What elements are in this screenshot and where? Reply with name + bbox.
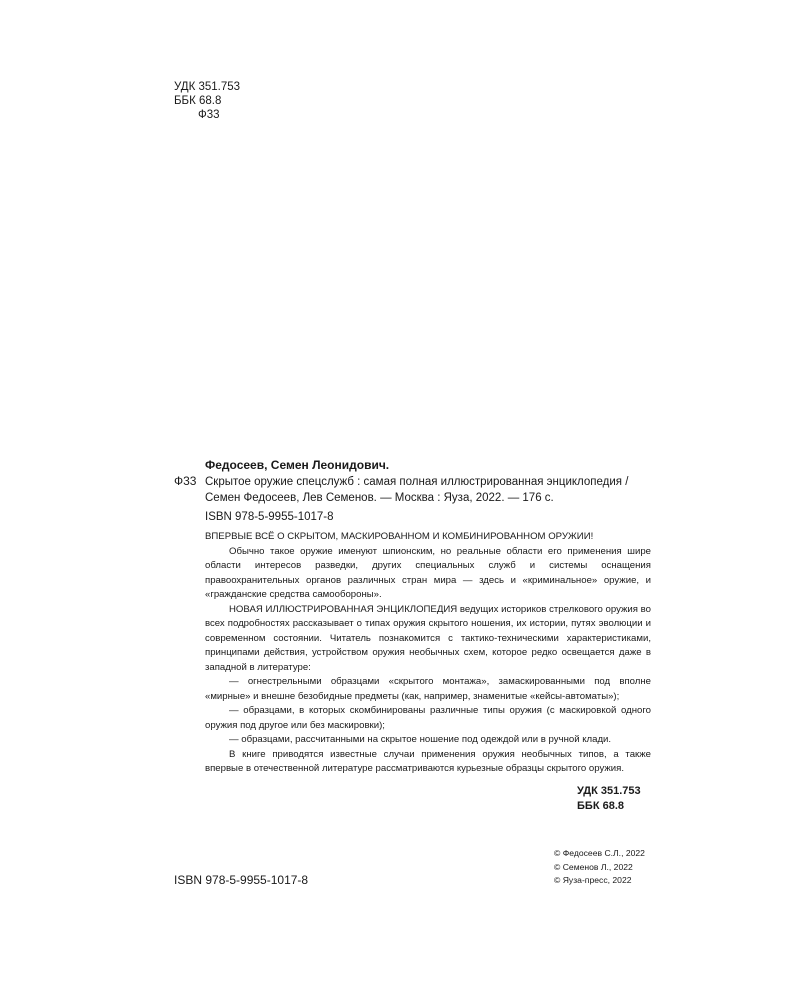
record-author-sign: Ф33	[174, 474, 197, 488]
udk-code-bottom: УДК 351.753	[577, 785, 641, 797]
bbk-code: ББК 68.8	[174, 95, 222, 107]
title-line-2: Семен Федосеев, Лев Семенов. — Москва : Яуза, 2022. — 176 с.	[205, 492, 554, 504]
annotation	[205, 530, 651, 777]
annotation-list-item: — образцами, рассчитанными на скрытое ношение под одеждой или в ручной клади.	[229, 734, 612, 745]
copyright-notices	[554, 847, 645, 888]
isbn-record: ISBN 978-5-9955-1017-8	[205, 511, 334, 523]
classification-footer	[577, 784, 641, 814]
author-heading: Федосеев, Семен Леонидович.	[205, 458, 390, 472]
classification-header	[174, 80, 240, 122]
annotation-list-item: — огнестрельными образцами «скрытого монтажа», замаскированными под вполне «мирные» и внешне безобидные предметы (как, например, знаменитые «кейсы-автоматы»);	[205, 676, 651, 702]
annotation-paragraph: НОВАЯ ИЛЛЮСТРИРОВАННАЯ ЭНЦИКЛОПЕДИЯ ведущих историков стрелкового оружия во всех подробностях рассказывает о типах оружия скрытого ношения, их истории, путях эволюции и современном состоянии. Читатель познакомится с тактико-техническими характеристиками, принципами действия, устройством оружия необычных схем, которое редко освещается даже в западной в литературе:	[205, 603, 651, 673]
bbk-code-bottom: ББК 68.8	[577, 800, 624, 812]
udk-code: УДК 351.753	[174, 81, 241, 93]
title-line-1: Скрытое оружие спецслужб : самая полная иллюстрированная энциклопедия /	[205, 476, 629, 488]
copyright-line: © Федосеев С.Л., 2022	[554, 848, 645, 858]
isbn-footer: ISBN 978-5-9955-1017-8	[174, 873, 309, 887]
copyright-line: © Яуза-пресс, 2022	[554, 875, 632, 885]
copyright-line: © Семенов Л., 2022	[554, 861, 633, 872]
bibliographic-title	[205, 474, 655, 506]
annotation-headline: ВПЕРВЫЕ ВСЁ О СКРЫТОМ, МАСКИРОВАННОМ И КОМБИНИРОВАННОМ ОРУЖИИ!	[205, 531, 594, 542]
annotation-paragraph: В книге приводятся известные случаи применения оружия необычных типов, а также впервые в отечественной литературе рассматриваются курьезные образцы скрытого оружия.	[205, 748, 651, 774]
annotation-paragraph: Обычно такое оружие именуют шпионским, но реальные области его применения шире области интересов разведки, других специальных служб и системы оснащения правоохранительных органов различных стран мира — здесь и «криминальное» оружие, и «гражданские средства самообороны».	[205, 545, 651, 600]
annotation-list-item: — образцами, в которых скомбинированы различные типы оружия (с маскировкой одного оружия под другое или без маскировки);	[205, 705, 651, 731]
author-sign: Ф33	[198, 109, 220, 121]
